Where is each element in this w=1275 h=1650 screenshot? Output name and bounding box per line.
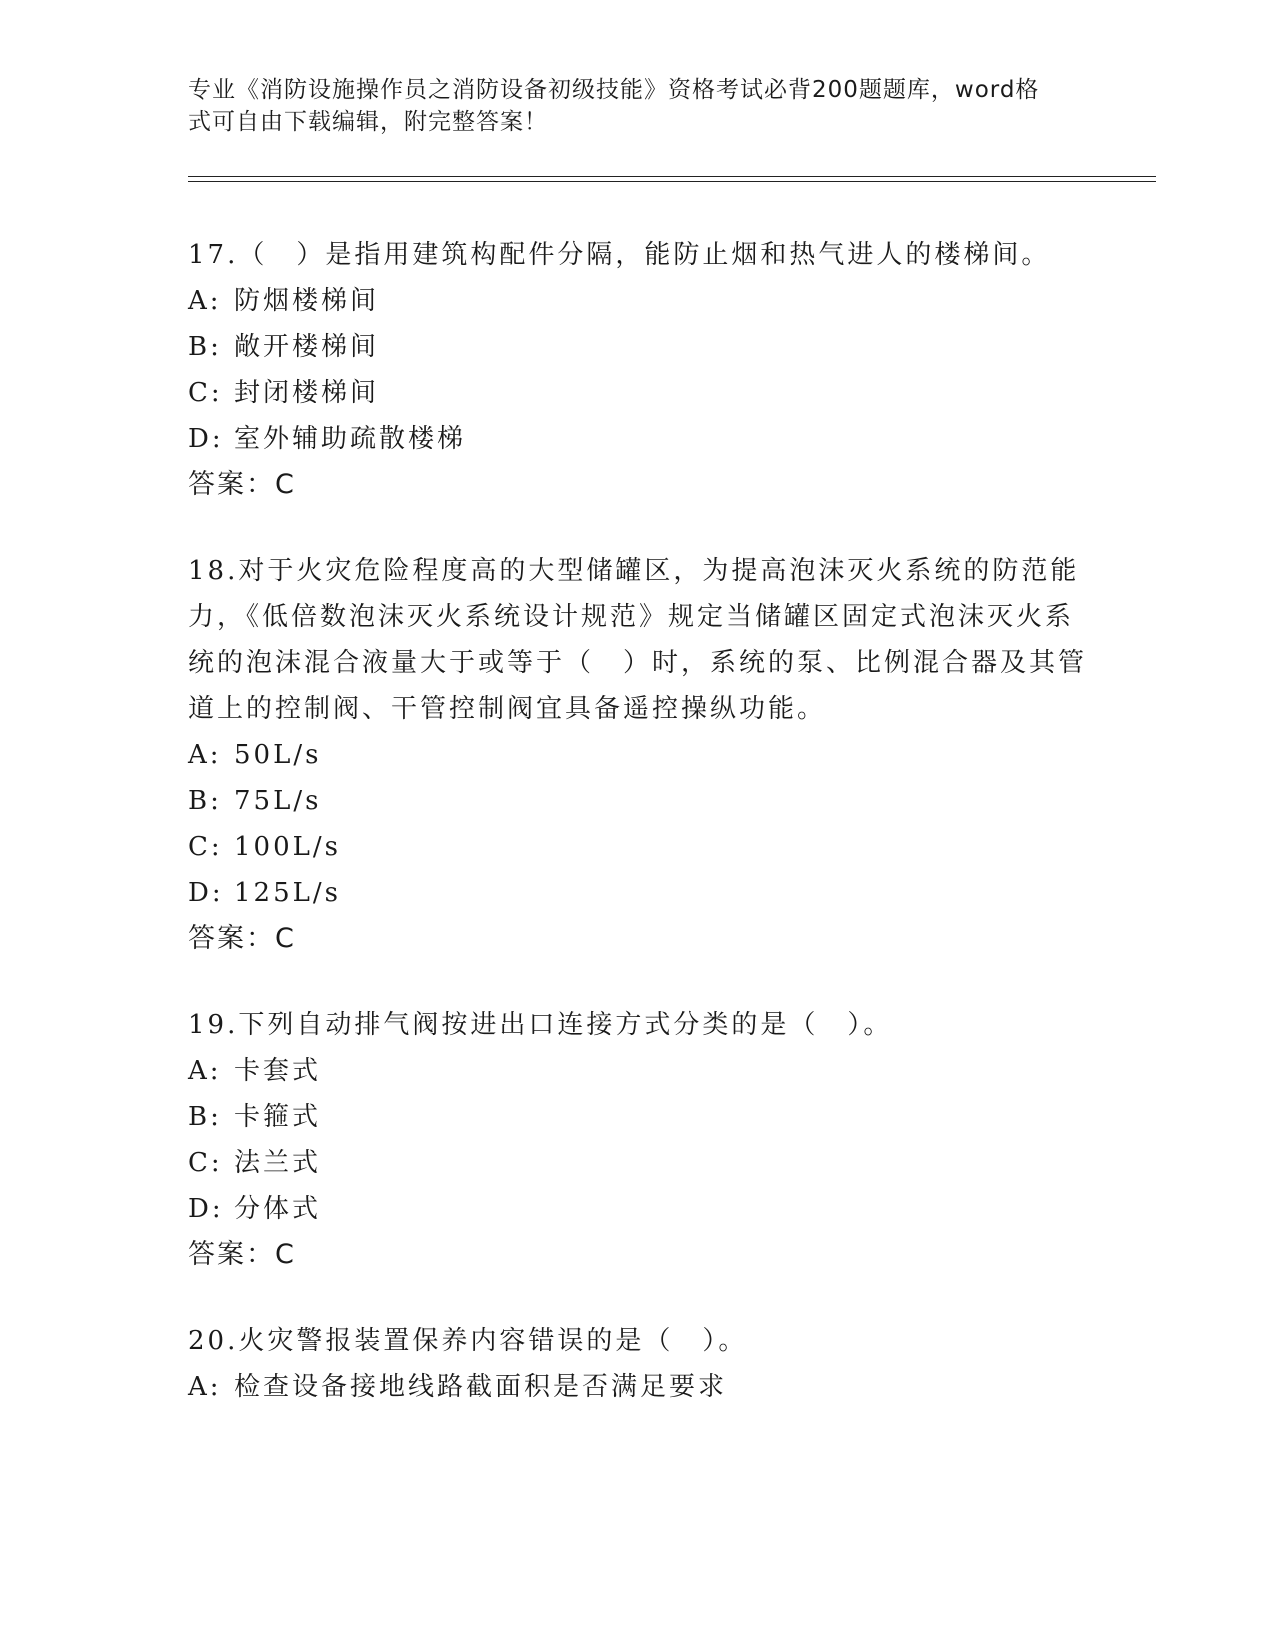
- answer-line: 答案：C: [188, 923, 296, 954]
- option-c: [188, 1140, 1088, 1186]
- option-letter: C:: [188, 832, 223, 862]
- header-line-1: 专业《消防设施操作员之消防设备初级技能》资格考试必背200题题库，word格: [188, 77, 1040, 103]
- option-letter: A:: [188, 1372, 222, 1402]
- option-letter: C:: [188, 378, 223, 408]
- option-letter: A:: [188, 740, 222, 770]
- question-17: [188, 232, 1088, 508]
- option-b: [188, 778, 1088, 824]
- option-d: [188, 870, 1088, 916]
- option-text: 法兰式: [234, 1148, 322, 1178]
- document-header: [188, 74, 1068, 138]
- question-list: [188, 232, 1088, 1450]
- option-c: [188, 370, 1088, 416]
- option-text: 50L/s: [234, 740, 322, 770]
- option-text: 检查设备接地线路截面积是否满足要求: [234, 1372, 728, 1402]
- option-text: 卡箍式: [234, 1102, 322, 1132]
- question-20: [188, 1318, 1088, 1410]
- header-divider-bottom: [188, 181, 1156, 182]
- option-letter: B:: [188, 332, 222, 362]
- option-a: [188, 1048, 1088, 1094]
- option-b: [188, 1094, 1088, 1140]
- option-text: 75L/s: [234, 786, 322, 816]
- option-letter: A:: [188, 286, 222, 316]
- option-d: [188, 1186, 1088, 1232]
- option-letter: D:: [188, 878, 224, 908]
- option-text: 125L/s: [234, 878, 341, 908]
- option-text: 敞开楼梯间: [234, 332, 380, 362]
- question-stem: 19.下列自动排气阀按进出口连接方式分类的是（ ）。: [188, 1010, 893, 1040]
- header-divider-top: [188, 176, 1156, 177]
- option-letter: B:: [188, 1102, 222, 1132]
- answer-line: 答案：C: [188, 469, 296, 500]
- question-stem: 18.对于火灾危险程度高的大型储罐区，为提高泡沫灭火系统的防范能力，《低倍数泡沫灭火系统设计规范》规定当储罐区固定式泡沫灭火系统的泡沫混合液量大于或等于（ ）时，系统的泵、比例混合器及其管道上的控制阀、干管控制阀宜具备遥控操纵功能。: [188, 556, 1088, 724]
- option-letter: D:: [188, 424, 224, 454]
- question-19: [188, 1002, 1088, 1278]
- option-text: 卡套式: [234, 1056, 322, 1086]
- option-a: [188, 1364, 1088, 1410]
- option-a: [188, 278, 1088, 324]
- answer-line: 答案：C: [188, 1239, 296, 1270]
- question-stem: 17.（ ）是指用建筑构配件分隔，能防止烟和热气进人的楼梯间。: [188, 240, 1051, 270]
- option-text: 封闭楼梯间: [234, 378, 380, 408]
- option-a: [188, 732, 1088, 778]
- question-stem: 20.火灾警报装置保养内容错误的是（ ）。: [188, 1326, 748, 1356]
- option-letter: A:: [188, 1056, 222, 1086]
- option-letter: C:: [188, 1148, 223, 1178]
- option-b: [188, 324, 1088, 370]
- option-text: 100L/s: [234, 832, 341, 862]
- option-letter: D:: [188, 1194, 224, 1224]
- option-d: [188, 416, 1088, 462]
- header-line-2: 式可自由下载编辑，附完整答案！: [188, 109, 548, 135]
- question-18: [188, 548, 1088, 962]
- option-c: [188, 824, 1088, 870]
- option-text: 分体式: [234, 1194, 322, 1224]
- option-letter: B:: [188, 786, 222, 816]
- option-text: 防烟楼梯间: [234, 286, 380, 316]
- option-text: 室外辅助疏散楼梯: [234, 424, 467, 454]
